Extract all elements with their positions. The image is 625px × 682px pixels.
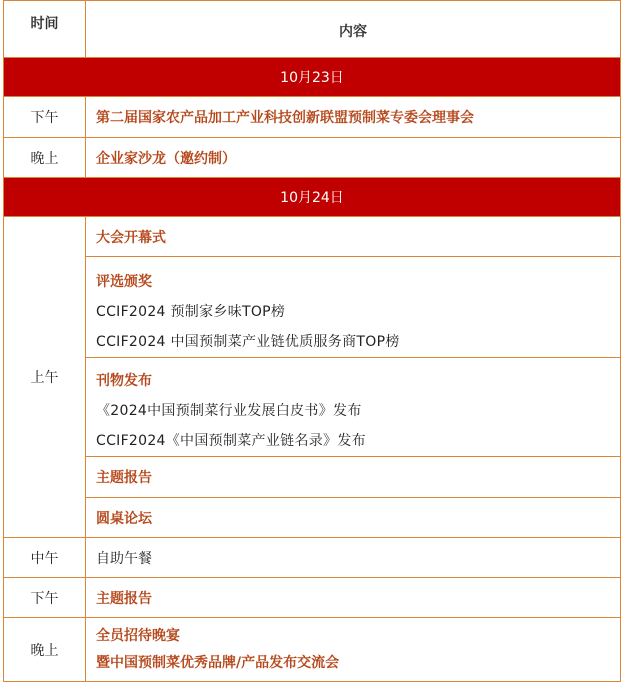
schedule-table <box>3 0 621 682</box>
publication-item: CCIF2024《中国预制菜产业链名录》发布 <box>96 433 366 449</box>
item-title: 刊物发布 <box>96 373 152 389</box>
item-cell <box>86 217 621 257</box>
award-item: CCIF2024 中国预制菜产业链优质服务商TOP榜 <box>96 334 400 350</box>
item-cell <box>86 538 621 578</box>
header-content: 内容 <box>86 1 621 58</box>
item-cell <box>86 257 621 358</box>
item-cell <box>86 97 621 138</box>
item-title: 全员招待晚宴 <box>96 627 180 644</box>
schedule-row <box>4 217 621 257</box>
item-title: 企业家沙龙（邀约制） <box>96 150 236 167</box>
schedule-row <box>4 538 621 578</box>
header-row <box>4 1 621 58</box>
time-cell: 上午 <box>4 217 86 538</box>
time-cell: 下午 <box>4 97 86 138</box>
time-cell: 晚上 <box>4 138 86 178</box>
publication-item: 《2024中国预制菜行业发展白皮书》发布 <box>96 403 362 419</box>
item-cell <box>86 498 621 538</box>
schedule-row <box>4 97 621 138</box>
item-title: 圆桌论坛 <box>96 510 152 527</box>
day-row-2 <box>4 178 621 217</box>
item-title: 大会开幕式 <box>96 229 166 246</box>
day-date: 10月23日 <box>4 58 621 97</box>
schedule-row <box>4 457 621 498</box>
item-subtitle: 暨中国预制菜优秀品牌/产品发布交流会 <box>96 654 340 671</box>
item-cell <box>86 578 621 618</box>
schedule-row <box>4 257 621 358</box>
item-cell <box>86 457 621 498</box>
schedule-row <box>4 498 621 538</box>
item-title: 第二届国家农产品加工产业科技创新联盟预制菜专委会理事会 <box>96 110 474 126</box>
time-cell: 中午 <box>4 538 86 578</box>
item-title: 主题报告 <box>96 470 152 486</box>
item-title: 主题报告 <box>96 590 152 607</box>
schedule-row <box>4 578 621 618</box>
schedule-row <box>4 358 621 457</box>
item-title: 自助午餐 <box>96 550 152 567</box>
time-cell: 下午 <box>4 578 86 618</box>
day-row-1 <box>4 58 621 97</box>
item-cell <box>86 358 621 457</box>
day-date: 10月24日 <box>4 178 621 217</box>
award-item: CCIF2024 预制家乡味TOP榜 <box>96 304 286 320</box>
item-cell <box>86 138 621 178</box>
item-title: 评选颁奖 <box>96 274 152 290</box>
schedule-row <box>4 138 621 178</box>
header-time: 时间 <box>4 1 86 58</box>
time-cell: 晚上 <box>4 618 86 682</box>
